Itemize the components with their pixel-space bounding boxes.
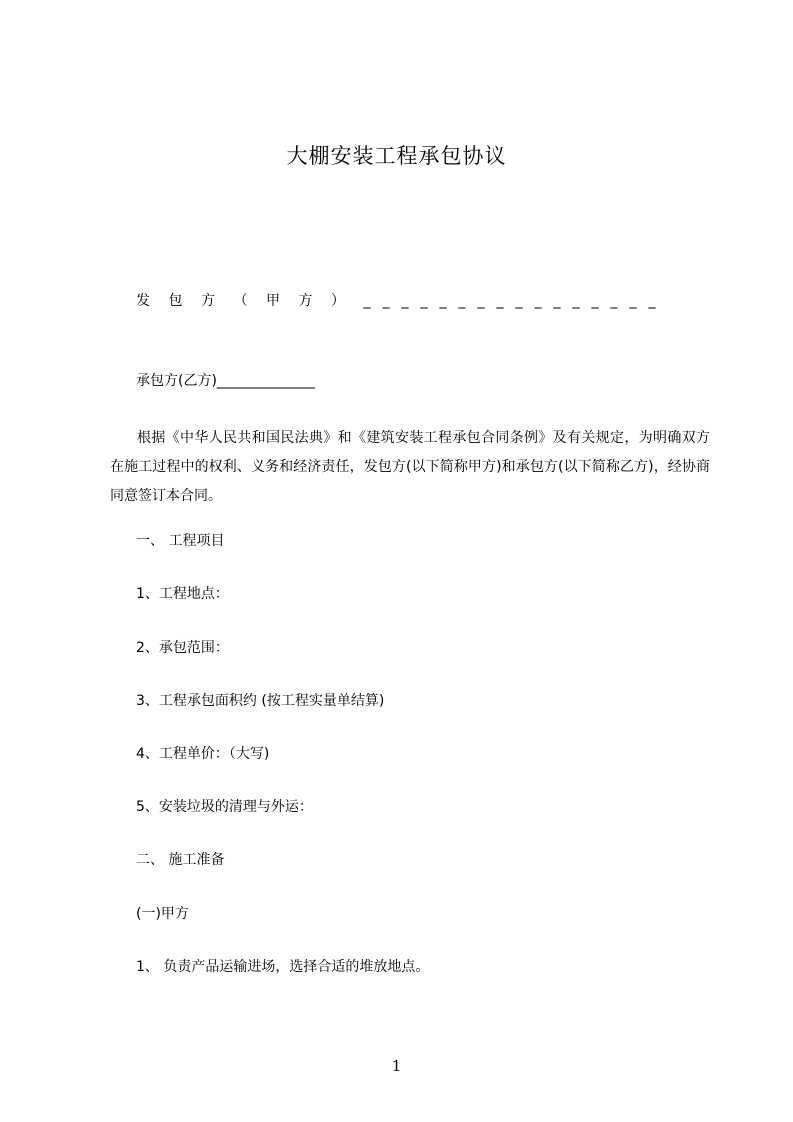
- party-a-line: [136, 291, 668, 311]
- intro-paragraph: 根据《中华人民共和国民法典》和《建筑安装工程承包合同条例》及有关规定，为明确双方在施工过程中的权利、义务和经济责任，发包方(以下简称甲方)和承包方(以下简称乙方)，经协商同意签订本合同。: [110, 430, 710, 504]
- page-number: 1: [391, 1057, 402, 1075]
- document-title: 大棚安装工程承包协议: [286, 144, 507, 168]
- item-contract-scope: 2、承包范围：: [136, 640, 229, 656]
- section-heading-preparation: 二、 施工准备: [136, 852, 225, 868]
- party-a-blank: ________________: [363, 293, 668, 309]
- party-b-line: 承包方(乙方)______________: [136, 373, 315, 389]
- item-product-transport: 1、 负责产品运输进场，选择合适的堆放地点。: [136, 959, 430, 975]
- section-heading-project: 一、 工程项目: [136, 533, 225, 549]
- item-project-location: 1、工程地点：: [136, 586, 229, 602]
- item-debris-removal: 5、安装垃圾的清理与外运：: [136, 799, 313, 815]
- item-unit-price: 4、工程单价：（大写): [136, 746, 270, 762]
- party-a-label: 发包方（甲方）: [136, 293, 364, 309]
- subsection-party-a: (一)甲方: [136, 906, 189, 922]
- item-contract-area: 3、工程承包面积约 (按工程实量单结算): [136, 693, 385, 709]
